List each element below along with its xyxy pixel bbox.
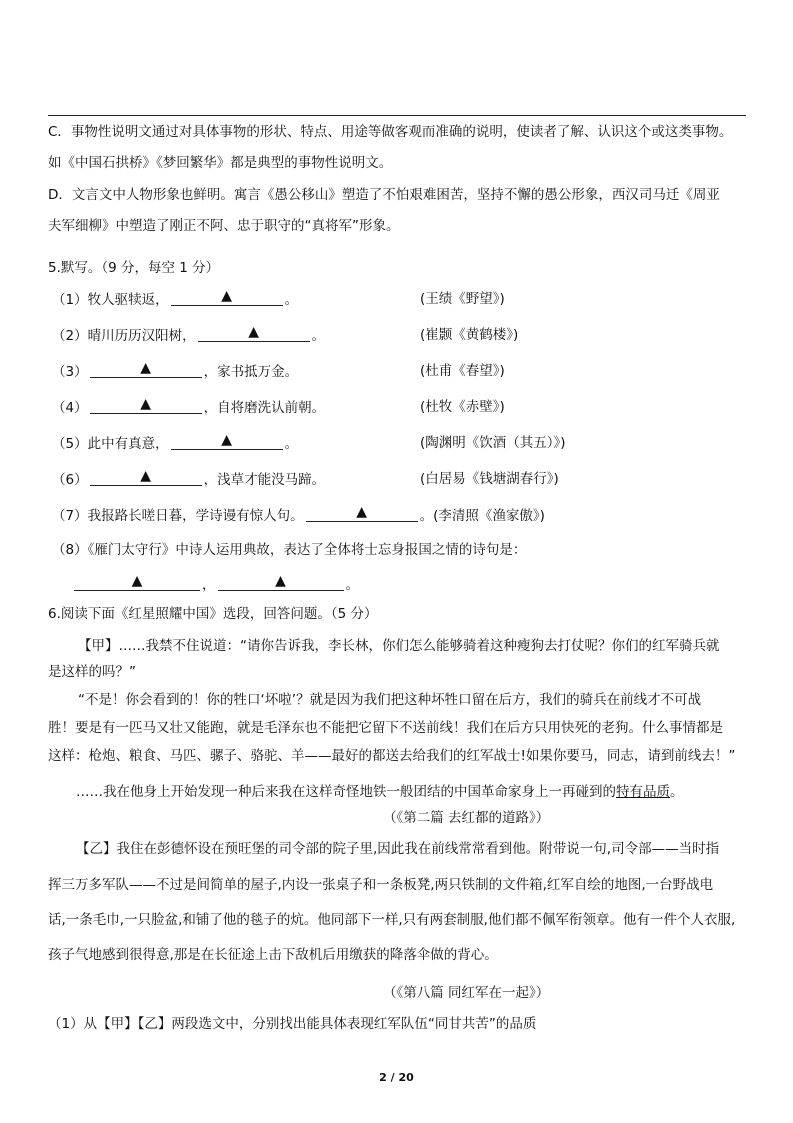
yi-source: （《第八篇 同红军在一起》） (383, 985, 550, 1001)
page-number: 2 / 20 (379, 1071, 414, 1084)
q5-item-8-sep: ， (202, 577, 216, 593)
yi-line3: 话,一条毛巾,一只脸盆,和铺了他的毯子的炕。他同部下一样,只有两套制服,他们都不佩军衔领章。他有一件个人衣服, (48, 912, 736, 928)
jia-p2-line1: “不是！你会看到的！你的牲口‘坏啦’？就是因为我们把这种坏牲口留在后方，我们的骑兵在前线才不可战 (78, 692, 702, 708)
answer-blank[interactable] (90, 397, 202, 414)
q5-item-7-before: 我报路长嗟日暮，学诗谩有惊人句。 (87, 508, 304, 524)
answer-blank[interactable] (198, 325, 310, 342)
answer-blank[interactable] (74, 574, 200, 591)
q5-item (52, 433, 298, 454)
option-c-line2: 如《中国石拱桥》《梦回繁华》都是典型的事物性说明文。 (48, 155, 393, 171)
triangle-marker-icon: ▲ (356, 504, 367, 520)
q5-item (52, 469, 325, 490)
question-5-title: 5.默写。（9 分，每空 1 分） (48, 260, 220, 276)
jia-p3-before: ……我在他身上开始发现一种后来我在这样奇怪地铁一般团结的中国革命家身上一再碰到的 (76, 784, 616, 800)
q5-item-after: ，家书抵万金。 (203, 364, 299, 380)
q5-item-before: 此中有真意， (87, 436, 169, 452)
q5-item (52, 289, 298, 310)
yi-line4: 孩子气地感到很得意,那是在长征途上击下敌机后用缴获的降落伞做的背心。 (48, 947, 498, 963)
q5-item-after: ，自将磨洗认前朝。 (203, 400, 326, 416)
yi-line1: 【乙】我住在彭德怀设在预旺堡的司令部的院子里,因此我在前线常常看到他。附带说一句,司令部——当时指 (76, 841, 720, 857)
q5-item-after: 。 (284, 292, 299, 308)
q5-item-num: （1） (52, 292, 88, 308)
triangle-marker-icon: ▲ (140, 360, 151, 376)
q5-item-7-after: 。(李清照《渔家傲》) (419, 508, 545, 524)
jia-p2-line3: 这样：枪炮、粮食、马匹、骡子、骆驼、羊——最好的都送去给我们的红军战士!如果你要马，同志，请到前线去！” (48, 748, 736, 764)
q5-item (52, 361, 298, 382)
q5-item-8-end: 。 (345, 577, 359, 593)
jia-p3-after: 。 (670, 784, 684, 800)
q5-item-source: (陶渊明《饮酒（其五）》) (420, 435, 566, 451)
q5-item-7-num: （7） (52, 508, 88, 524)
q5-item-8-answers (72, 574, 359, 595)
jia-p3-underlined: 特有品质 (616, 784, 670, 800)
q5-item-after: 。 (311, 328, 326, 344)
jia-p1-line1: 【甲】……我禁不住说道：“请你告诉我，李长林，你们怎么能够骑着这种瘦狗去打仗呢？你们的红军骑兵就 (78, 638, 720, 654)
triangle-marker-icon: ▲ (131, 573, 143, 589)
q5-item (52, 325, 325, 346)
answer-blank[interactable] (90, 469, 202, 486)
q5-item-before: 晴川历历汉阳树， (87, 328, 196, 344)
option-d-line2: 夫军细柳》中塑造了刚正不阿、忠于职守的“真将军”形象。 (48, 218, 400, 234)
q5-item-7 (52, 505, 545, 526)
q5-item (52, 397, 325, 418)
triangle-marker-icon: ▲ (275, 573, 286, 589)
triangle-marker-icon: ▲ (140, 468, 151, 484)
q5-item-num: （3） (52, 364, 88, 380)
q5-item-num: （6） (52, 472, 88, 488)
top-divider (48, 115, 746, 116)
jia-p2-line2: 胜！要是有一匹马又壮又能跑，就是毛泽东也不能把它留下不送前线！我们在后方只用快死的老狗。什么事情都是 (48, 720, 723, 736)
answer-blank[interactable] (171, 289, 283, 306)
option-c-line1: C．事物性说明文通过对具体事物的形状、特点、用途等做客观而准确的说明，使读者了解、认识这个或这类事物。 (48, 124, 733, 140)
q5-item-source: (杜甫《春望》) (420, 363, 505, 379)
answer-blank[interactable] (306, 505, 418, 522)
option-d-line1: D．文言文中人物形象也鲜明。寓言《愚公移山》塑造了不怕艰难困苦，坚持不懈的愚公形象，西汉司马迁《周亚 (48, 187, 720, 203)
q5-item-source: (白居易《钱塘湖春行》) (420, 471, 559, 487)
q5-item-num: （4） (52, 400, 88, 416)
q6-subquestion-1: （1）从【甲】【乙】两段选文中，分别找出能具体表现红军队伍“同甘共苦”的品质 (48, 1016, 537, 1032)
answer-blank[interactable] (90, 361, 202, 378)
triangle-marker-icon: ▲ (140, 396, 151, 412)
q5-item-num: （5） (52, 436, 88, 452)
q5-item-source: (崔颢《黄鹤楼》) (420, 327, 519, 343)
q5-item-source: (杜牧《赤壁》) (420, 399, 505, 415)
yi-line2: 挥三万多军队——不过是间简单的屋子,内设一张桌子和一条板凳,两只铁制的文件箱,红军自绘的地图,一台野战电 (48, 877, 714, 893)
triangle-marker-icon: ▲ (221, 288, 232, 304)
jia-source: （《第二篇 去红都的道路》） (383, 810, 550, 826)
question-6-title: 6.阅读下面《红星照耀中国》选段，回答问题。（5 分） (48, 606, 378, 622)
q5-item-source: (王绩《野望》) (420, 291, 505, 307)
answer-blank[interactable] (218, 574, 344, 591)
q5-item-after: 。 (284, 436, 299, 452)
q5-item-num: （2） (52, 328, 88, 344)
q5-item-before: 牧人驱犊返， (87, 292, 169, 308)
jia-p3 (76, 782, 684, 802)
answer-blank[interactable] (171, 433, 283, 450)
triangle-marker-icon: ▲ (248, 324, 259, 340)
triangle-marker-icon: ▲ (221, 432, 232, 448)
jia-p1-line2: 是这样的吗？” (48, 664, 136, 680)
q5-item-after: ，浅草才能没马蹄。 (203, 472, 326, 488)
q5-item-8: （8）《雁门太守行》中诗人运用典故，表达了全体将士忘身报国之情的诗句是： (52, 542, 527, 558)
